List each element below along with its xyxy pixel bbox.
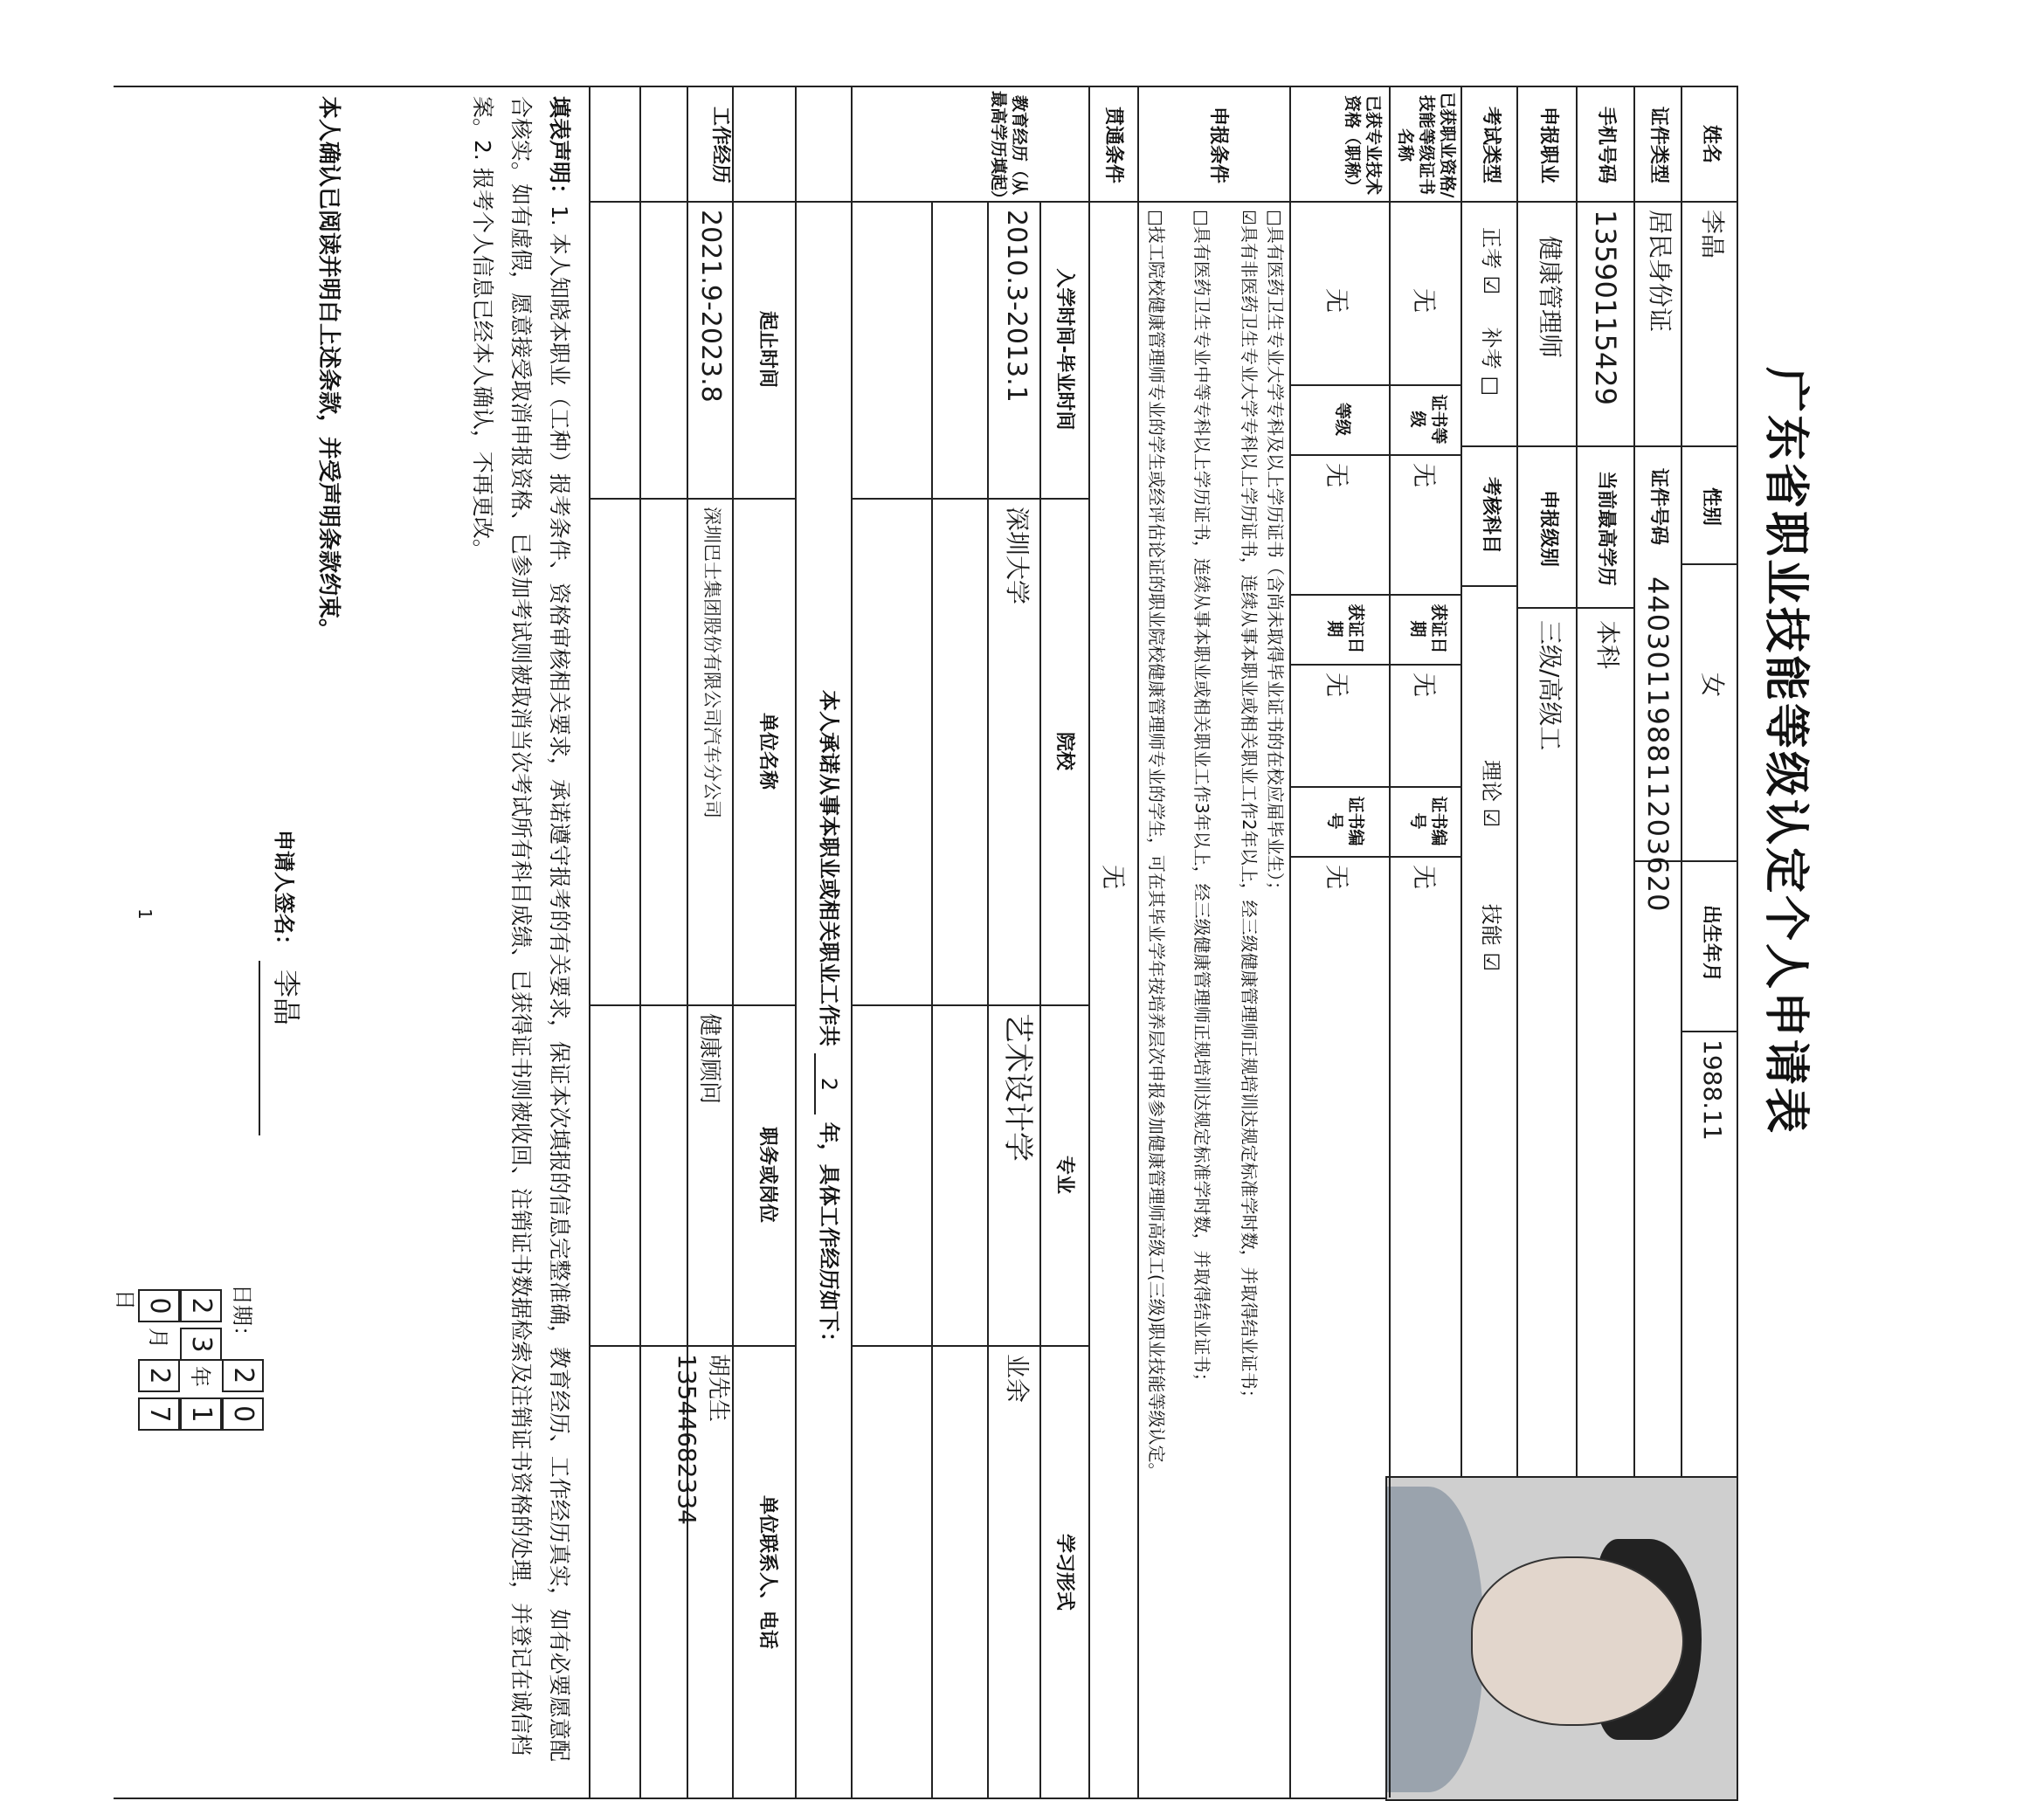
name-value: 李晶 xyxy=(1698,210,1727,259)
work-time: 2021.9-2023.8 xyxy=(695,210,726,403)
tech-grade-value: 无 xyxy=(1322,463,1351,488)
year-digit-3: 3 xyxy=(180,1328,222,1361)
page-title: 广东省职业技能等级认定个人申请表 xyxy=(1759,367,1812,1136)
subject-theory-check[interactable]: ☑ xyxy=(1479,808,1503,828)
edu-col-major: 专业 xyxy=(1053,1155,1075,1194)
work-contact-phone: 13544682334 xyxy=(673,1354,701,1525)
tech-title-label: 已获专业技术资格（职称） xyxy=(1343,94,1383,195)
applicant-signature: 李晶 xyxy=(270,970,303,1026)
day-digit-1: 7 xyxy=(138,1397,180,1431)
tech-title-value: 无 xyxy=(1322,288,1351,314)
year-digit-0: 2 xyxy=(222,1359,264,1392)
month-label: 月 xyxy=(146,1328,170,1349)
gender-value: 女 xyxy=(1698,673,1727,698)
subject-skill-check[interactable]: ☑ xyxy=(1479,952,1503,971)
work-col-post: 职务或岗位 xyxy=(756,1126,778,1223)
job-label: 申报职业 xyxy=(1537,106,1559,183)
edu-major: 艺术设计学 xyxy=(1000,1013,1035,1162)
condition-option-1[interactable]: □具有医药卫生专业大学专科及以上学历证书（含尚未取得毕业证书的在校应届毕业生）； xyxy=(1265,210,1286,899)
voc-date-label: 获证日期 xyxy=(1408,604,1448,654)
work-years: 2 xyxy=(814,1053,842,1114)
work-col-time: 起止时间 xyxy=(756,310,778,388)
work-col-contact: 单位联系人、电话 xyxy=(756,1494,778,1649)
examtype-regular-check[interactable]: ☑ xyxy=(1479,275,1503,295)
edu-value: 本科 xyxy=(1593,620,1622,670)
voc-date-value: 无 xyxy=(1410,673,1439,698)
examtype-regular: 正考 xyxy=(1479,227,1503,269)
idtype-value: 居民身份证 xyxy=(1646,210,1675,333)
edu-col-school: 院校 xyxy=(1053,731,1075,770)
work-contact-name: 胡先生 xyxy=(705,1354,731,1423)
work-promise-a: 本人承诺从事本职业或相关职业工作共 xyxy=(817,690,841,1046)
voc-cert-label: 已获职业资格/技能等级证书名称 xyxy=(1396,92,1457,198)
subject-options xyxy=(1478,760,1504,971)
page-number: 1 xyxy=(135,908,155,920)
voc-grade-value: 无 xyxy=(1410,463,1439,488)
birth-value: 1988.11 xyxy=(1698,1039,1727,1141)
examtype-makeup-check[interactable]: □ xyxy=(1479,376,1503,397)
declaration xyxy=(464,96,578,1782)
day-label: 日 xyxy=(113,1289,137,1310)
sign-date xyxy=(112,1284,264,1455)
tech-date-value: 无 xyxy=(1322,673,1351,698)
level-label: 申报级别 xyxy=(1537,489,1559,567)
day-digit-0: 2 xyxy=(138,1359,180,1392)
name-label: 姓名 xyxy=(1700,124,1722,163)
phone-value: 13590115429 xyxy=(1589,210,1622,405)
examtype-label: 考试类型 xyxy=(1480,106,1502,183)
subject-skill: 技能 xyxy=(1479,903,1503,946)
conditions-label: 申报条件 xyxy=(1207,106,1229,183)
tech-no-value: 无 xyxy=(1322,865,1351,890)
idtype-label: 证件类型 xyxy=(1647,106,1669,183)
tech-grade-label: 等级 xyxy=(1333,402,1352,436)
declaration-confirm: 本人确认已阅读并明白上述条款，并受声明条款约束。 xyxy=(315,96,342,642)
edu-label: 当前最高学历 xyxy=(1595,470,1617,586)
work-promise-b: 年，具体工作经历如下： xyxy=(817,1121,841,1353)
condition-option-2[interactable]: ☑具有非医药卫生专业大学专科以上学历证书，连续从事本职业或相关职业工作2年以上，经三级健康管理师正规培训达规定标准学时数，并取得结业证书； xyxy=(1239,210,1260,1407)
voc-cert-value: 无 xyxy=(1410,288,1439,314)
work-col-unit: 单位名称 xyxy=(756,712,778,790)
edu-school: 深圳大学 xyxy=(1003,507,1032,605)
tech-no-label: 证书编号 xyxy=(1325,796,1365,846)
application-form xyxy=(86,79,1815,1762)
work-promise xyxy=(814,690,842,1353)
voc-grade-label: 证书等级 xyxy=(1408,394,1448,445)
photo-portrait xyxy=(1471,1556,1684,1726)
year-digit-1: 0 xyxy=(222,1397,264,1431)
applicant-photo xyxy=(1385,1476,1738,1801)
condition-option-3[interactable]: □具有医药卫生专业中等专科以上学历证书，连续从事本职业或相关职业工作3年以上，经三级健康管理师正规培训达规定标准学时数，并取得结业证书； xyxy=(1191,210,1212,1390)
gender-label: 性别 xyxy=(1700,486,1722,526)
declaration-text-1: 1. 本人知晓本职业（工种）报考条件、资格审核相关要求，承诺遵守报考的有关要求，保证本次填报的信息完整准确，教育经历、工作经历真实，如有必要愿意配合核实。如有虚假，愿意接受取消申报资格、已参加考试则被取消当次考试所有科目成绩、已获得证书则被收回、注销证书数据检索及注销证书资格的处理，并登记在诚信档案。 xyxy=(470,96,572,1762)
subject-label: 考核科目 xyxy=(1480,476,1502,554)
examtype-makeup: 补考 xyxy=(1479,327,1503,369)
sign-label: 申请人签名： xyxy=(272,830,296,956)
declaration-text-2: 2. 报考个人信息已经本人确认，不再更改。 xyxy=(470,140,496,561)
year-label: 年 xyxy=(188,1366,212,1387)
via-label: 贯通条件 xyxy=(1102,106,1124,183)
edu-col-time: 入学时间-毕业时间 xyxy=(1053,268,1075,431)
idnum-label: 证件号码 xyxy=(1647,467,1669,545)
idnum-value: 440301198811203620 xyxy=(1641,576,1675,913)
subject-theory: 理论 xyxy=(1479,760,1503,802)
month-digit-0: 1 xyxy=(180,1397,222,1431)
phone-label: 手机号码 xyxy=(1595,106,1617,183)
date-label: 日期： xyxy=(230,1284,254,1347)
job-value: 健康管理师 xyxy=(1536,236,1564,359)
condition-option-4[interactable]: □技工院校健康管理师专业的学生或经评估论证的职业院校健康管理师专业的学生，可在其毕业学年按培养层次申报参加健康管理师高级工(三级)职业技能等级认定。 xyxy=(1146,210,1167,1480)
month-digit-1: 0 xyxy=(138,1289,180,1322)
voc-no-value: 无 xyxy=(1410,865,1439,890)
voc-no-label: 证书编号 xyxy=(1408,796,1448,846)
edu-time: 2010.3-2013.1 xyxy=(1001,210,1032,403)
work-unit: 深圳巴士集团股份有限公司汽车分公司 xyxy=(701,507,722,818)
tech-date-label: 获证日期 xyxy=(1325,604,1365,654)
via-value: 无 xyxy=(1099,865,1128,890)
examtype-options xyxy=(1478,227,1504,396)
education-label: 教育经历（从最高学历填起） xyxy=(989,91,1029,208)
edu-form: 业余 xyxy=(1003,1354,1032,1404)
birth-label: 出生年月 xyxy=(1700,904,1722,982)
edu-col-form: 学习形式 xyxy=(1053,1533,1075,1611)
level-value: 三级/高级工 xyxy=(1536,620,1564,751)
work-label: 工作经历 xyxy=(709,106,731,183)
declaration-label: 填表声明： xyxy=(547,96,572,206)
year-digit-2: 2 xyxy=(180,1289,222,1322)
work-post: 健康顾问 xyxy=(696,1013,722,1105)
